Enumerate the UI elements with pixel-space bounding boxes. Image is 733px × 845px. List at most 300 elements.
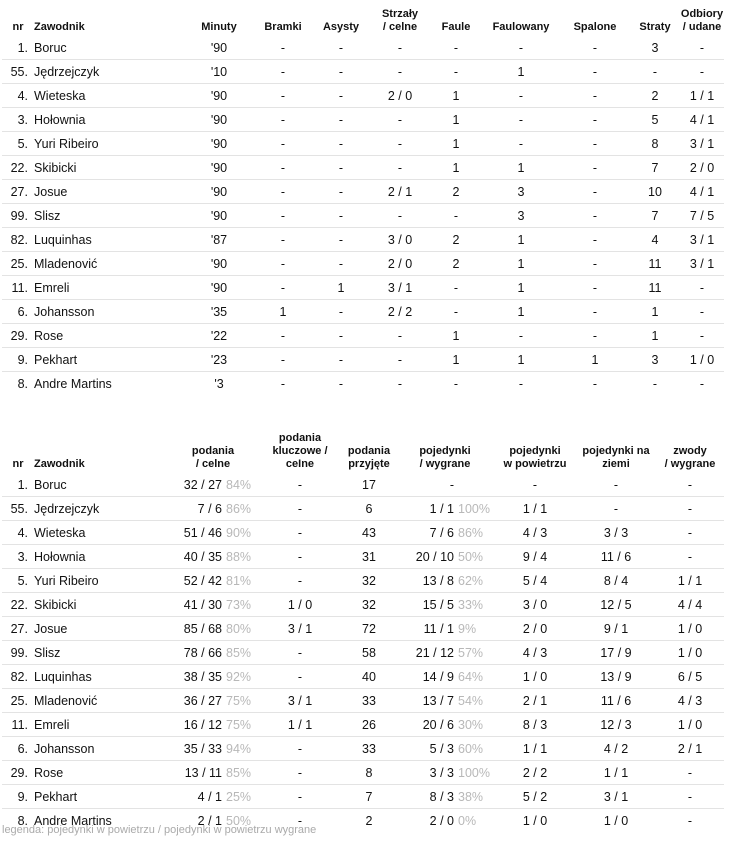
stat-cell: 3 / 3: [576, 521, 656, 545]
stat-cell: -: [560, 276, 630, 300]
player-name: Emreli: [34, 276, 184, 300]
stat-cell: 4 / 3: [494, 521, 576, 545]
stat-cell: 1: [482, 348, 560, 372]
stat-cell: '90: [184, 180, 254, 204]
stat-cell: 33: [342, 689, 396, 713]
stat-cell: -: [576, 473, 656, 497]
stat-cell: 3 / 1: [370, 276, 430, 300]
table-row: [2, 785, 724, 809]
table-row: [2, 108, 724, 132]
stat-cell: '3: [214, 376, 224, 391]
stat-cell: 32: [342, 593, 396, 617]
stat-cell: 43: [342, 521, 396, 545]
stat-cell: -: [656, 497, 724, 521]
stat-cell: 1 / 0: [656, 713, 724, 737]
stat-cell: 4 / 1: [680, 108, 724, 132]
stat-cell: -: [680, 324, 724, 348]
player-name: Boruc: [34, 473, 168, 497]
stat-cell: 1 / 1: [576, 761, 656, 785]
stat-cell: 2: [430, 180, 482, 204]
player-name: Yuri Ribeiro: [34, 569, 168, 593]
duels-cell: [396, 641, 494, 665]
stat-cell: -: [312, 156, 370, 180]
passes-percent: 85%: [226, 765, 252, 780]
stat-cell: '90: [184, 108, 254, 132]
duels-percent: 86%: [458, 525, 484, 540]
passes-value: 78 / 66: [183, 645, 222, 660]
player-name: Hołownia: [34, 545, 168, 569]
stat-cell: 1: [630, 324, 680, 348]
stat-cell: -: [254, 108, 312, 132]
player-number: 3.: [2, 108, 34, 132]
duels-value: 20 / 10: [415, 549, 454, 564]
stat-cell: -: [312, 228, 370, 252]
stat-cell: -: [560, 108, 630, 132]
player-number: 1.: [2, 36, 34, 60]
stat-cell: 3: [630, 36, 680, 60]
stat-cell: -: [560, 36, 630, 60]
stat-cell: -: [280, 376, 286, 391]
stat-cell: 1: [482, 156, 560, 180]
stat-cell: -: [258, 761, 342, 785]
stat-cell: -: [494, 473, 576, 497]
player-name: Wieteska: [34, 84, 184, 108]
duels-value: 3 / 3: [429, 765, 454, 780]
stat-cell: 3 / 0: [494, 593, 576, 617]
stat-cell: 2 / 1: [494, 689, 576, 713]
stat-cell: 11: [630, 252, 680, 276]
stat-cell: 3 / 1: [576, 785, 656, 809]
player-number: 82.: [2, 665, 34, 689]
duels-cell: [396, 737, 494, 761]
passes-value: 85 / 68: [183, 621, 222, 636]
stat-cell: -: [656, 521, 724, 545]
passes-percent: 92%: [226, 669, 252, 684]
column-header: Zawodnik: [34, 458, 85, 470]
player-number: 27.: [2, 617, 34, 641]
stat-cell: 32: [342, 569, 396, 593]
table-row: [2, 60, 724, 84]
stat-cell: 1: [482, 60, 560, 84]
stat-cell: -: [258, 497, 342, 521]
stat-cell: -: [482, 108, 560, 132]
stat-cell: 17: [342, 473, 396, 497]
stat-cell: -: [312, 324, 370, 348]
player-name: Hołownia: [34, 108, 184, 132]
stat-cell: -: [680, 300, 724, 324]
player-name: Josue: [34, 180, 184, 204]
passes-cell: [168, 713, 258, 737]
passes-value: 52 / 42: [183, 573, 222, 588]
duels-cell: [396, 569, 494, 593]
passes-percent: 25%: [226, 789, 252, 804]
stat-cell: 1: [482, 228, 560, 252]
stat-cell: '90: [184, 204, 254, 228]
player-number: 1.: [2, 473, 34, 497]
stat-cell: 3 / 1: [680, 252, 724, 276]
player-number: 5.: [2, 132, 34, 156]
player-number: 55.: [2, 60, 34, 84]
duels-value: 8 / 3: [429, 789, 454, 804]
duels-percent: 38%: [458, 789, 484, 804]
stat-cell: -: [370, 36, 430, 60]
stat-cell: 40: [342, 665, 396, 689]
stat-cell: 1: [482, 252, 560, 276]
stat-cell: -: [312, 300, 370, 324]
legend-note: legenda: pojedynki w powietrzu / pojedynki w powietrzu wygrane: [2, 824, 317, 836]
stat-cell: 2: [430, 252, 482, 276]
stat-cell: 4: [630, 228, 680, 252]
stat-cell: 12 / 5: [576, 593, 656, 617]
duels-cell: [396, 713, 494, 737]
stat-cell: 1: [430, 132, 482, 156]
stat-cell: -: [312, 180, 370, 204]
stat-cell: '90: [184, 276, 254, 300]
stat-cell: -: [370, 156, 430, 180]
player-name: Slisz: [34, 641, 168, 665]
player-number: 4.: [2, 84, 34, 108]
table-row: [2, 521, 724, 545]
passes-percent: 90%: [226, 525, 252, 540]
stat-cell: -: [397, 376, 403, 391]
stat-cell: -: [430, 300, 482, 324]
player-number: 8.: [17, 376, 28, 391]
column-header: zwody / wygrane: [664, 445, 716, 470]
stat-cell: 2 / 2: [494, 761, 576, 785]
passes-cell: [168, 617, 258, 641]
table-row: [2, 372, 724, 396]
stat-cell: 1: [254, 300, 312, 324]
stat-cell: -: [560, 300, 630, 324]
stat-cell: 12 / 3: [576, 713, 656, 737]
passes-cell: [168, 737, 258, 761]
stat-cell: '90: [184, 252, 254, 276]
player-name: Skibicki: [34, 593, 168, 617]
player-name: Luquinhas: [34, 665, 168, 689]
column-header: nr: [12, 21, 24, 33]
passes-cell: [168, 761, 258, 785]
stat-cell: -: [482, 36, 560, 60]
passes-cell: [168, 689, 258, 713]
passes-value: 38 / 35: [183, 669, 222, 684]
stat-cell: 3: [482, 204, 560, 228]
column-header: pojedynki w powietrzu: [503, 445, 567, 470]
table-row: [2, 737, 724, 761]
stat-cell: 7: [630, 204, 680, 228]
stat-cell: -: [254, 180, 312, 204]
stat-cell: -: [560, 180, 630, 204]
stat-cell: 3 / 1: [680, 228, 724, 252]
table-row: [2, 473, 724, 497]
duels-percent: 60%: [458, 741, 484, 756]
stat-cell: -: [258, 569, 342, 593]
stat-cell: 1 / 1: [656, 569, 724, 593]
stat-cell: 31: [342, 545, 396, 569]
stat-cell: 2 / 0: [680, 156, 724, 180]
passes-cell: [168, 641, 258, 665]
duels-value: 11 / 1: [423, 621, 454, 636]
passes-value: 2 / 1: [197, 813, 222, 828]
stat-cell: 3: [482, 180, 560, 204]
passes-percent: 84%: [226, 477, 252, 492]
player-name: Andre Martins: [34, 376, 112, 391]
stat-cell: -: [680, 60, 724, 84]
stat-cell: '90: [184, 156, 254, 180]
stat-cell: 4 / 3: [656, 689, 724, 713]
duels-percent: 9%: [458, 621, 477, 636]
passes-percent: 86%: [226, 501, 252, 516]
duels-value: 15 / 5: [422, 597, 454, 612]
stat-cell: -: [630, 60, 680, 84]
table-row: [2, 156, 724, 180]
column-header: podania przyjęte: [347, 445, 391, 470]
stat-cell: 1 / 1: [680, 84, 724, 108]
stat-cell: 8 / 4: [576, 569, 656, 593]
player-number: 55.: [2, 497, 34, 521]
stat-cell: -: [254, 348, 312, 372]
player-name: Emreli: [34, 713, 168, 737]
stat-cell: 1: [560, 348, 630, 372]
stat-cell: -: [312, 60, 370, 84]
stat-cell: -: [560, 252, 630, 276]
duels-percent: 100%: [458, 765, 490, 780]
duels-percent: 33%: [458, 597, 484, 612]
stat-cell: 4 / 3: [494, 641, 576, 665]
stat-cell: '23: [184, 348, 254, 372]
duels-percent: 0%: [458, 813, 477, 828]
stat-cell: 7 / 5: [680, 204, 724, 228]
stat-cell: -: [258, 521, 342, 545]
passes-value: 41 / 30: [183, 597, 222, 612]
stat-cell: -: [560, 324, 630, 348]
column-header: Spalone: [573, 21, 617, 33]
player-name: Mladenović: [34, 252, 184, 276]
passes-percent: 85%: [226, 645, 252, 660]
stat-cell: -: [656, 545, 724, 569]
duels-value: 13 / 7: [422, 693, 454, 708]
table-row: [2, 761, 724, 785]
stat-cell: 1 / 0: [656, 641, 724, 665]
stat-cell: 58: [342, 641, 396, 665]
duels-value: 20 / 6: [422, 717, 454, 732]
player-name: Jędrzejczyk: [34, 60, 184, 84]
duels-percent: 57%: [458, 645, 484, 660]
column-header: Odbiory / udane: [680, 8, 724, 33]
duels-cell: [396, 473, 494, 497]
stat-cell: -: [258, 545, 342, 569]
table-row: [2, 689, 724, 713]
table-row: [2, 300, 724, 324]
duels-cell: [396, 593, 494, 617]
stat-cell: 4 / 1: [680, 180, 724, 204]
stat-cell: -: [699, 376, 705, 391]
passes-cell: [168, 473, 258, 497]
player-number: 5.: [2, 569, 34, 593]
duels-value: 14 / 9: [422, 669, 454, 684]
stat-cell: -: [254, 204, 312, 228]
stat-cell: -: [254, 252, 312, 276]
stat-cell: '87: [184, 228, 254, 252]
column-header: Minuty: [201, 21, 237, 33]
player-name: Johansson: [34, 737, 168, 761]
column-header: pojedynki na ziemi: [582, 445, 650, 470]
stat-cell: -: [560, 60, 630, 84]
table-row: [2, 132, 724, 156]
column-header: Asysty: [322, 21, 360, 33]
duels-percent: 64%: [458, 669, 484, 684]
duels-cell: [396, 497, 494, 521]
stat-cell: -: [370, 132, 430, 156]
table-row: [2, 641, 724, 665]
stat-cell: '90: [184, 36, 254, 60]
table-row: [2, 324, 724, 348]
stat-cell: -: [687, 813, 693, 828]
stat-cell: 2 / 1: [656, 737, 724, 761]
stat-cell: 3 / 1: [680, 132, 724, 156]
stat-cell: 1 / 0: [494, 665, 576, 689]
passes-percent: 73%: [226, 597, 252, 612]
duels-cell: [396, 689, 494, 713]
table-row: [2, 348, 724, 372]
stat-cell: 7: [630, 156, 680, 180]
column-header: pojedynki / wygrane: [419, 445, 471, 470]
stat-cell: -: [258, 665, 342, 689]
stat-cell: 1: [312, 276, 370, 300]
stat-cell: 8 / 3: [494, 713, 576, 737]
stat-cell: 2 / 2: [370, 300, 430, 324]
stat-cell: 9 / 4: [494, 545, 576, 569]
stat-cell: 3 / 1: [258, 689, 342, 713]
stat-cell: -: [430, 36, 482, 60]
stat-cell: 2: [630, 84, 680, 108]
player-number: 82.: [2, 228, 34, 252]
player-number: 99.: [2, 641, 34, 665]
column-header: nr: [12, 458, 24, 470]
passes-percent: 81%: [226, 573, 252, 588]
passes-cell: [168, 521, 258, 545]
passes-value: 35 / 33: [183, 741, 222, 756]
column-header: Zawodnik: [34, 21, 85, 33]
stat-cell: 1: [430, 324, 482, 348]
player-number: 11.: [2, 276, 34, 300]
stat-cell: -: [560, 132, 630, 156]
stat-cell: -: [656, 473, 724, 497]
stat-cell: 5 / 2: [494, 785, 576, 809]
stat-cell: -: [258, 641, 342, 665]
stat-cell: 11 / 6: [576, 545, 656, 569]
table-row: [2, 180, 724, 204]
player-number: 6.: [2, 300, 34, 324]
stat-cell: 11 / 6: [576, 689, 656, 713]
passes-value: 4 / 1: [197, 789, 222, 804]
stat-cell: -: [430, 60, 482, 84]
table-row: [2, 545, 724, 569]
table-row: [2, 617, 724, 641]
stat-cell: 1 / 0: [680, 348, 724, 372]
table-header: [2, 2, 724, 36]
stat-cell: 10: [630, 180, 680, 204]
player-number: 9.: [2, 785, 34, 809]
stat-cell: -: [518, 376, 524, 391]
stat-cell: 8: [342, 761, 396, 785]
player-number: 99.: [2, 204, 34, 228]
table-row: [2, 84, 724, 108]
duels-percent: 50%: [458, 549, 484, 564]
stat-cell: 2: [365, 813, 373, 828]
duels-cell: [396, 809, 494, 833]
duels-value: -: [449, 477, 454, 492]
player-number: 25.: [2, 252, 34, 276]
stat-cell: 33: [342, 737, 396, 761]
stat-cell: -: [254, 276, 312, 300]
stat-cell: -: [312, 84, 370, 108]
duels-percent: [458, 478, 488, 492]
table-row: [2, 204, 724, 228]
stat-cell: 26: [342, 713, 396, 737]
player-name: Pekhart: [34, 785, 168, 809]
duels-percent: 100%: [458, 501, 490, 516]
player-name: Johansson: [34, 300, 184, 324]
player-name: Rose: [34, 761, 168, 785]
stat-cell: -: [560, 84, 630, 108]
stat-cell: -: [254, 84, 312, 108]
passes-value: 16 / 12: [183, 717, 222, 732]
stat-cell: 2 / 0: [370, 252, 430, 276]
player-number: 9.: [2, 348, 34, 372]
stat-cell: -: [254, 36, 312, 60]
stat-cell: 6: [342, 497, 396, 521]
stat-cell: -: [656, 761, 724, 785]
column-header: Bramki: [264, 21, 302, 33]
stat-cell: -: [560, 156, 630, 180]
stat-cell: 1: [430, 156, 482, 180]
stat-cell: -: [254, 324, 312, 348]
stat-cell: -: [254, 228, 312, 252]
duels-value: 21 / 12: [415, 645, 454, 660]
player-number: 29.: [2, 324, 34, 348]
stat-cell: 2 / 1: [370, 180, 430, 204]
passes-cell: [168, 785, 258, 809]
table-row: [2, 36, 724, 60]
passes-value: 51 / 46: [183, 525, 222, 540]
passing-duels-table: [2, 428, 724, 832]
table-row: [2, 593, 724, 617]
player-number: 22.: [2, 156, 34, 180]
table-header: [2, 428, 724, 473]
passes-percent: 94%: [226, 741, 252, 756]
stat-cell: 4 / 4: [656, 593, 724, 617]
stat-cell: -: [370, 108, 430, 132]
player-name: Andre Martins: [34, 813, 112, 828]
player-number: 27.: [2, 180, 34, 204]
player-number: 25.: [2, 689, 34, 713]
passes-cell: [168, 545, 258, 569]
duels-cell: [396, 521, 494, 545]
stat-cell: 2: [430, 228, 482, 252]
passes-percent: 75%: [226, 693, 252, 708]
stat-cell: 1 / 1: [494, 497, 576, 521]
stat-cell: 1 / 0: [603, 813, 629, 828]
stat-cell: -: [312, 36, 370, 60]
column-header: Strzały / celne: [381, 8, 419, 33]
stat-cell: -: [297, 813, 303, 828]
stat-cell: -: [482, 84, 560, 108]
match-stats-table: [2, 2, 724, 395]
table-row: [2, 276, 724, 300]
stat-cell: 5: [630, 108, 680, 132]
stat-cell: -: [370, 204, 430, 228]
player-number: 3.: [2, 545, 34, 569]
